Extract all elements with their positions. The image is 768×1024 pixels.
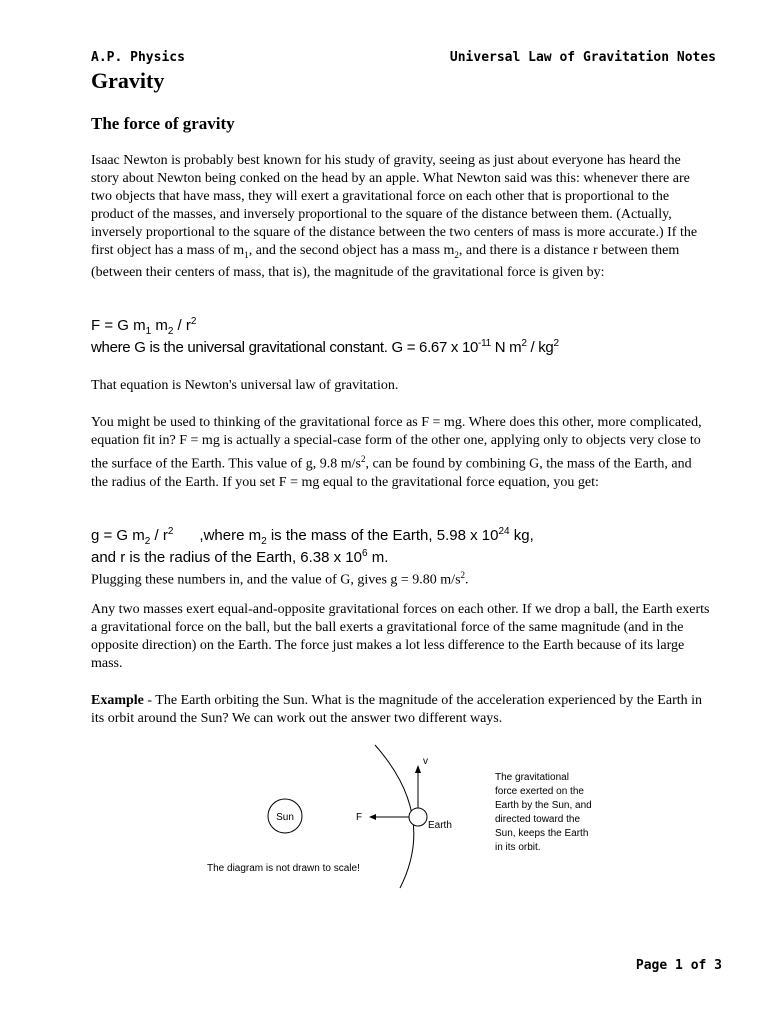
paragraph-mg: You might be used to thinking of the gravitational force as F = mg. Where does this other, more complicated, equation fit in? F = mg is actually a special-case form of the other one, applying only to objects very close to the surface of the Earth. This value of g, 9.8 $m/s^2$, can be found by combining G, the mass of the Earth, and the radius of the Earth. If you set F = mg equal to the gravitational force equation, you get: [91, 415, 702, 490]
diagram-caption-line: force exerted on the [495, 786, 584, 797]
diagram-caption-line: The gravitational [495, 772, 569, 783]
velocity-label: v [423, 756, 428, 767]
equation-gravitational-force: F = G $m_1$ $m_2 / r^2$ [91, 316, 197, 337]
force-arrowhead [369, 814, 376, 820]
equation-earth-radius: and r is the radius of the Earth, 6.38 x $10^6$ m. [91, 548, 389, 566]
paragraph-equal-opposite: Any two masses exert equal-and-opposite gravitational forces on each other. If we drop a ball, the Earth exerts a gravitational force on the ball, but the ball exerts a gravitational force of the same magnitude (and in the opposite direction) on the Earth. The force just makes a lot less difference to the Earth because of its large mass. [91, 602, 710, 671]
paragraph-example: Example - The Earth orbiting the Sun. What is the magnitude of the acceleration experienced by the Earth in its orbit around the Sun? We can work out the answer two different ways. [91, 693, 703, 726]
diagram-caption-line: directed toward the [495, 814, 581, 825]
force-label: F [356, 812, 363, 823]
paragraph-result: Plugging these numbers in, and the value of G, gives g = 9.80 $m/s^2$. [91, 570, 469, 588]
diagram-caption-line: in its orbit. [495, 842, 541, 853]
equation-g: g = G $m_2 / r^2$ ,where $m_2$ is the mass of the Earth, 5.98 x $10^{24}$ kg, [91, 526, 534, 547]
notes-title: Universal Law of Gravitation Notes [449, 50, 716, 65]
page-title: Gravity [91, 68, 165, 93]
equation-constant-g: where G is the universal gravitational constant. G = 6.67 x $10^{-11}$ N $m^2 / kg^2$ [91, 338, 559, 356]
velocity-arrowhead [415, 765, 421, 773]
paragraph-intro: Isaac Newton is probably best known for his study of gravity, seeing as just about everyone has heard the story about Newton being conked on the head by an apple. What Newton said was this: whenever there are two objects that have mass, they will exert a gravitational force on each other that is proportional to the product of the masses, and inversely proportional to the square of the distance between them. (Actually, inversely proportional to the square of the distance between the two centers of mass is more accurate.) If the first object has a mass of $m_1$, and the second object has a mass $m_2$, and there is a distance r between them (between their centers of mass, that is), the magnitude of the gravitational force is given by: [91, 153, 698, 280]
course-name: A.P. Physics [91, 50, 185, 65]
diagram-caption-line: Sun, keeps the Earth [495, 828, 589, 839]
scale-note: The diagram is not drawn to scale! [207, 863, 360, 874]
earth-label: Earth [428, 820, 452, 831]
sun-label: Sun [276, 812, 294, 823]
section-title: The force of gravity [91, 114, 235, 133]
example-label: Example [91, 693, 144, 708]
orbit-diagram [195, 740, 625, 890]
paragraph-law: That equation is Newton's universal law of gravitation. [91, 378, 399, 393]
earth-circle [409, 808, 427, 826]
page-number: Page 1 of 3 [635, 958, 722, 973]
diagram-caption-line: Earth by the Sun, and [495, 800, 592, 811]
